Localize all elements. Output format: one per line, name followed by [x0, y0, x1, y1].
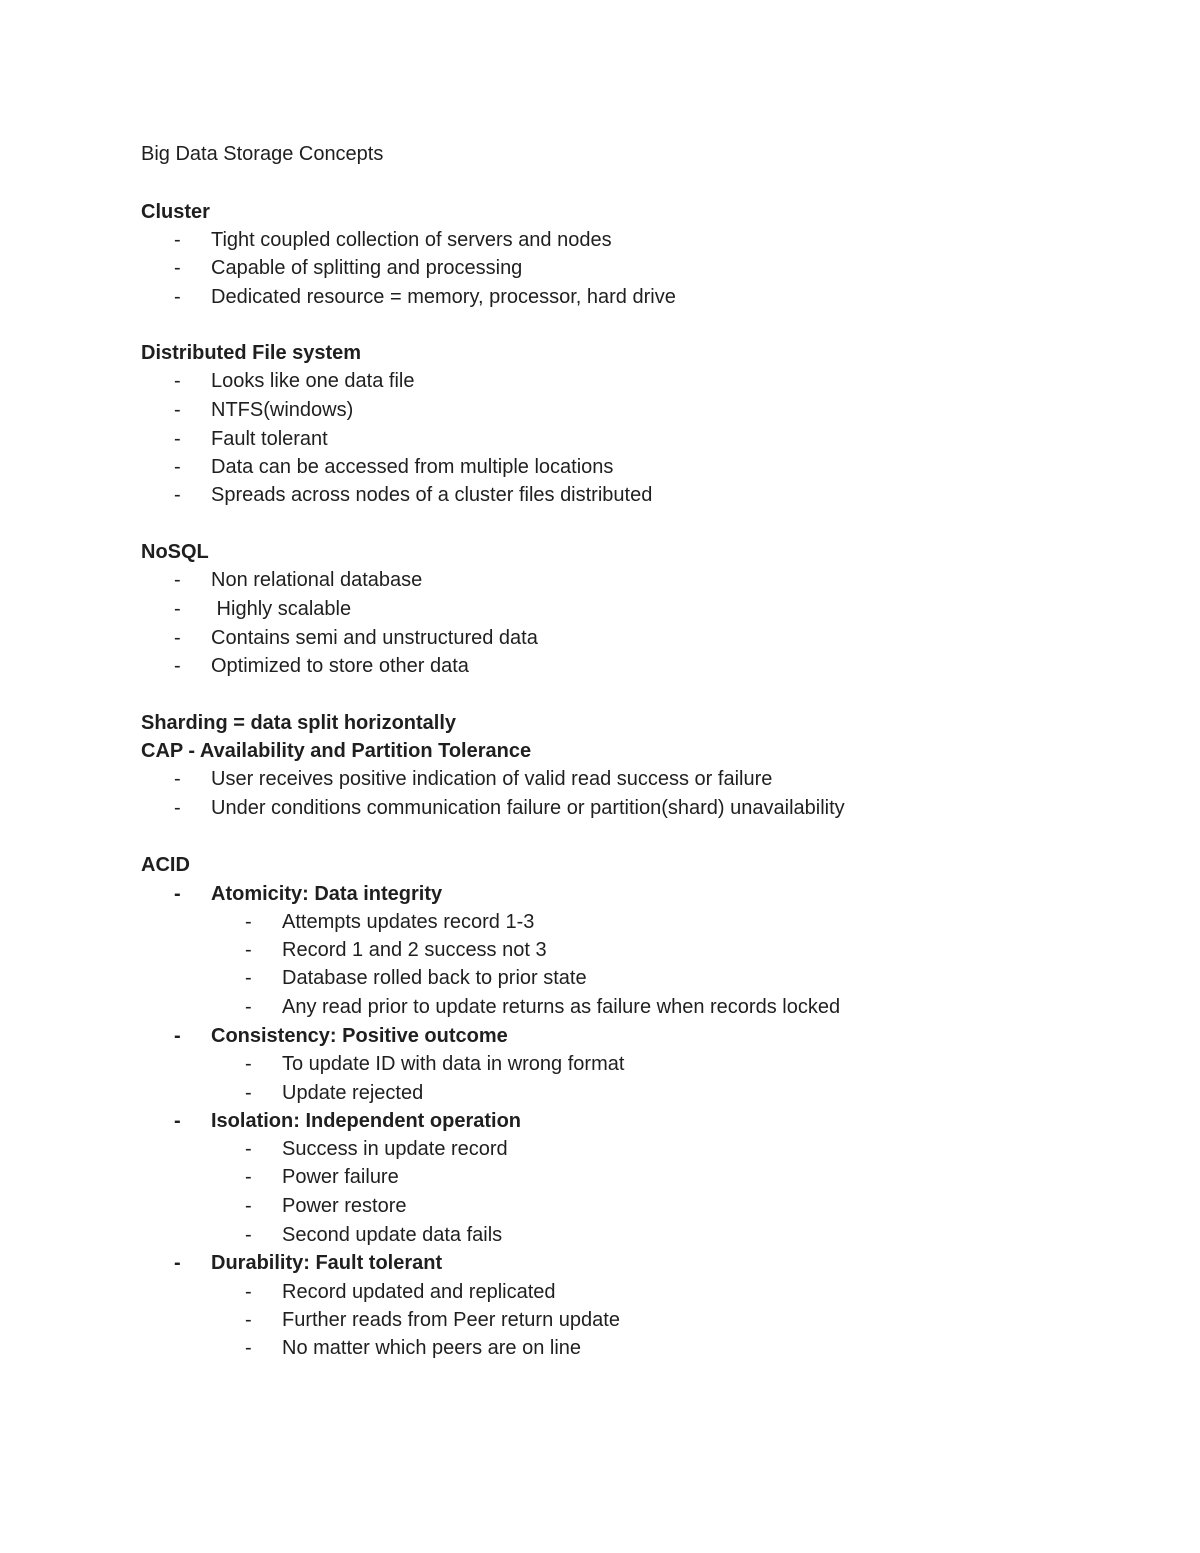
bullet-dash: -	[174, 768, 181, 790]
list-item-text: Power failure	[282, 1166, 399, 1188]
bullet-dash: -	[245, 967, 252, 989]
bullet-dash: -	[174, 1252, 181, 1274]
bullet-dash: -	[245, 1195, 252, 1217]
document-title: Big Data Storage Concepts	[141, 143, 384, 165]
list-item-text: No matter which peers are on line	[282, 1337, 582, 1359]
bullet-dash: -	[174, 428, 181, 450]
bullet-dash: -	[174, 229, 181, 251]
bullet-dash: -	[245, 1309, 252, 1331]
list-item-text: User receives positive indication of valid read success or failure	[211, 768, 773, 790]
list-item-text: Looks like one data file	[211, 370, 415, 392]
list-item-text: Fault tolerant	[211, 428, 328, 450]
list-item-text: Under conditions communication failure or partition(shard) unavailability	[211, 797, 845, 819]
list-item-text: Update rejected	[282, 1082, 424, 1104]
bullet-dash: -	[245, 1166, 252, 1188]
bullet-dash: -	[174, 1025, 181, 1047]
bullet-dash: -	[174, 456, 181, 478]
dfs-heading: Distributed File system	[141, 342, 362, 364]
nosql-heading: NoSQL	[141, 541, 209, 563]
bullet-dash: -	[245, 1053, 252, 1075]
bullet-dash: -	[245, 996, 252, 1018]
bullet-dash: -	[174, 797, 181, 819]
bullet-dash: -	[174, 569, 181, 591]
durability-label: Durability: Fault tolerant	[211, 1252, 443, 1274]
cap-heading: CAP - Availability and Partition Tolerance	[141, 740, 532, 762]
list-item-text: Record 1 and 2 success not 3	[282, 939, 547, 961]
list-item-text: NTFS(windows)	[211, 399, 354, 421]
list-item-text: To update ID with data in wrong format	[282, 1053, 625, 1075]
cluster-heading: Cluster	[141, 201, 210, 223]
bullet-dash: -	[245, 1281, 252, 1303]
list-item-text: Any read prior to update returns as failure when records locked	[282, 996, 841, 1018]
bullet-dash: -	[174, 399, 181, 421]
bullet-dash: -	[174, 655, 181, 677]
bullet-dash: -	[174, 286, 181, 308]
sharding-heading: Sharding = data split horizontally	[141, 712, 457, 734]
bullet-dash: -	[245, 1224, 252, 1246]
list-item-text: Power restore	[282, 1195, 407, 1217]
list-item-text: Attempts updates record 1-3	[282, 911, 535, 933]
list-item-text: Success in update record	[282, 1138, 508, 1160]
bullet-dash: -	[174, 257, 181, 279]
list-item-text: Capable of splitting and processing	[211, 257, 523, 279]
bullet-dash: -	[245, 1082, 252, 1104]
list-item-text: Tight coupled collection of servers and nodes	[211, 229, 612, 251]
list-item-text: Highly scalable	[211, 598, 352, 620]
bullet-dash: -	[174, 484, 181, 506]
bullet-dash: -	[174, 627, 181, 649]
bullet-dash: -	[174, 598, 181, 620]
bullet-dash: -	[245, 1138, 252, 1160]
bullet-dash: -	[174, 1110, 181, 1132]
atomicity-label: Atomicity: Data integrity	[211, 883, 443, 905]
consistency-label: Consistency: Positive outcome	[211, 1025, 508, 1047]
isolation-label: Isolation: Independent operation	[211, 1110, 521, 1132]
list-item-text: Data can be accessed from multiple locations	[211, 456, 614, 478]
list-item-text: Record updated and replicated	[282, 1281, 556, 1303]
bullet-dash: -	[174, 370, 181, 392]
list-item-text: Optimized to store other data	[211, 655, 469, 677]
list-item-text: Contains semi and unstructured data	[211, 627, 538, 649]
bullet-dash: -	[245, 1337, 252, 1359]
list-item-text: Non relational database	[211, 569, 423, 591]
bullet-dash: -	[245, 939, 252, 961]
list-item-text: Second update data fails	[282, 1224, 503, 1246]
acid-heading: ACID	[141, 854, 190, 876]
list-item-text: Dedicated resource = memory, processor, hard drive	[211, 286, 676, 308]
bullet-dash: -	[245, 911, 252, 933]
list-item-text: Spreads across nodes of a cluster files distributed	[211, 484, 653, 506]
list-item-text: Further reads from Peer return update	[282, 1309, 620, 1331]
bullet-dash: -	[174, 883, 181, 905]
list-item-text: Database rolled back to prior state	[282, 967, 587, 989]
